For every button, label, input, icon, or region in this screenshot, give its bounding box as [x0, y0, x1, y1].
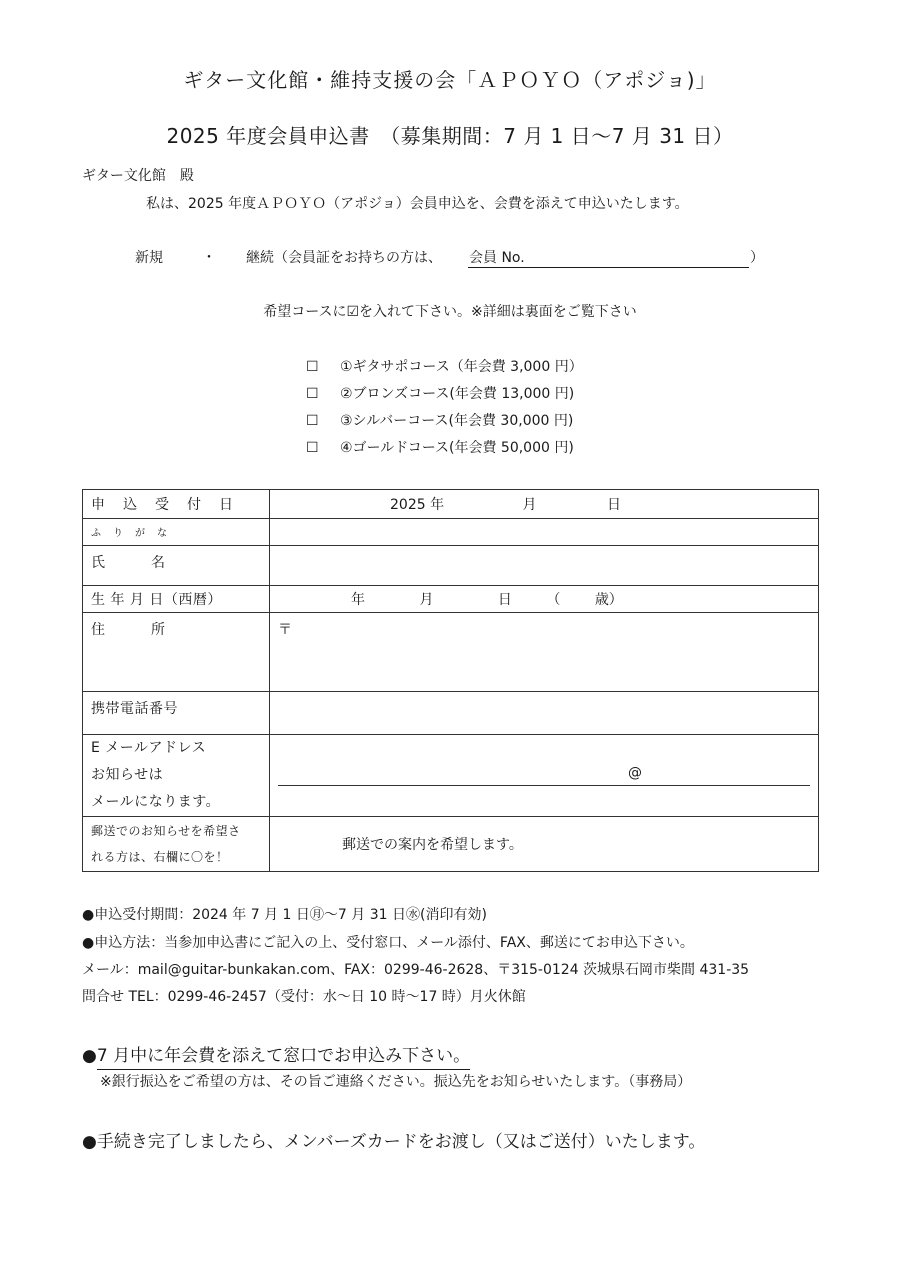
age-close: 歳）: [594, 592, 623, 608]
note-inquiry: 問合せ TEL：0299-46-2457（受付：水～日 10 時～17 時）月火休館: [82, 989, 526, 1005]
member-no-label: 会員 No.: [469, 250, 525, 266]
email-label: E メールアドレス: [91, 740, 207, 756]
address-field[interactable]: [270, 613, 819, 692]
mail-request-label-1: 郵送でのお知らせを希望さ: [91, 824, 241, 838]
note-period: ●申込受付期間：2024 年 7 月 1 日㊊～7 月 31 日㊌(消印有効): [82, 907, 487, 923]
row-email: [83, 735, 819, 817]
age-open: （: [546, 592, 561, 608]
course-option-4[interactable]: [306, 437, 574, 457]
document-subtitle: 2025 年度会員申込書 （募集期間：7 月 1 日～7 月 31 日）: [166, 124, 734, 148]
postal-mark: 〒: [278, 622, 292, 638]
checkbox-icon[interactable]: ☐: [306, 359, 319, 375]
date-day-label: 日: [607, 497, 621, 513]
date-label: 申込受付日: [91, 497, 251, 513]
date-year-label: 2025 年: [390, 497, 445, 513]
email-note-1: お知らせは: [91, 767, 164, 783]
email-note-2: メールになります。: [91, 794, 221, 810]
mail-request-text: 郵送での案内を希望します。: [342, 837, 523, 853]
course-label: ②ブロンズコース(年会費 13,000 円): [340, 386, 575, 402]
phone-field[interactable]: [270, 692, 819, 735]
course-label: ③シルバーコース(年会費 30,000 円): [340, 413, 574, 429]
birth-year-label: 年: [351, 592, 365, 608]
row-phone: [83, 692, 819, 735]
date-month-label: 月: [522, 497, 537, 513]
birthdate-field[interactable]: [270, 586, 819, 613]
course-instruction: 希望コースに☑を入れて下さい。※詳細は裏面をご覧下さい: [263, 304, 637, 320]
addressee: ギター文化館 殿: [82, 168, 194, 184]
course-option-1[interactable]: [306, 356, 583, 376]
address-label: 住所: [91, 622, 211, 638]
renew-option[interactable]: 継続（会員証をお持ちの方は、: [246, 250, 442, 266]
member-no-field[interactable]: [468, 267, 749, 268]
row-birthdate: [83, 586, 819, 613]
course-label: ④ゴールドコース(年会費 50,000 円): [340, 440, 574, 456]
application-statement: 私は、2025 年度ＡＰＯＹＯ（アポジョ）会員申込を、会費を添えて申込いたします。: [146, 196, 689, 212]
checkbox-icon[interactable]: ☐: [306, 386, 319, 402]
note-method: ●申込方法：当参加申込書にご記入の上、受付窓口、メール添付、FAX、郵送にてお申込下さい。: [82, 935, 694, 951]
name-field[interactable]: [270, 546, 819, 586]
bullet: ●: [82, 1046, 97, 1066]
mail-request-label-2: れる方は、右欄に〇を！: [91, 850, 229, 864]
new-option[interactable]: 新規: [135, 250, 163, 266]
note-contact: メール：mail@guitar-bunkakan.com、FAX：0299-46-2628、〒315-0124 茨城県石岡市柴間 431-35: [82, 962, 750, 978]
july-note-text: 7 月中に年会費を添えて窓口でお申込み下さい。: [97, 1046, 470, 1070]
course-label: ①ギタサポコース（年会費 3,000 円）: [340, 359, 583, 375]
birthdate-label: 生 年 月 日（西暦）: [91, 592, 222, 608]
bank-transfer-note: ※銀行振込をご希望の方は、その旨ご連絡ください。振込先をお知らせいたします。（事務局）: [100, 1074, 692, 1090]
application-form-table: [82, 489, 819, 872]
furigana-label: ふりがな: [91, 528, 179, 539]
separator-dot: ・: [202, 250, 216, 266]
name-label: 氏名: [91, 555, 211, 571]
checkbox-icon[interactable]: ☐: [306, 440, 319, 456]
birth-day-label: 日: [497, 592, 512, 608]
phone-label: 携帯電話番号: [91, 701, 178, 717]
row-mail-request: [83, 817, 819, 872]
row-furigana: [83, 519, 819, 546]
course-option-2[interactable]: [306, 383, 574, 403]
birth-month-label: 月: [419, 592, 434, 608]
document-title: ギター文化館・維持支援の会「ＡＰＯＹＯ（アポジョ)」: [183, 68, 717, 92]
email-field[interactable]: [270, 735, 819, 817]
date-field[interactable]: [270, 490, 819, 519]
membership-type-row: [0, 245, 900, 271]
card-note: ●手続き完了しましたら、メンバーズカードをお渡し（又はご送付）いたします。: [82, 1132, 706, 1152]
row-address: [83, 613, 819, 692]
checkbox-icon[interactable]: ☐: [306, 413, 319, 429]
course-option-3[interactable]: [306, 410, 573, 430]
close-paren: ）: [750, 250, 764, 266]
at-sign: @: [628, 765, 642, 781]
july-note: [82, 1041, 470, 1066]
furigana-field[interactable]: [270, 519, 819, 546]
mail-request-field[interactable]: [270, 817, 819, 872]
row-date: [83, 490, 819, 519]
row-name: [83, 546, 819, 586]
